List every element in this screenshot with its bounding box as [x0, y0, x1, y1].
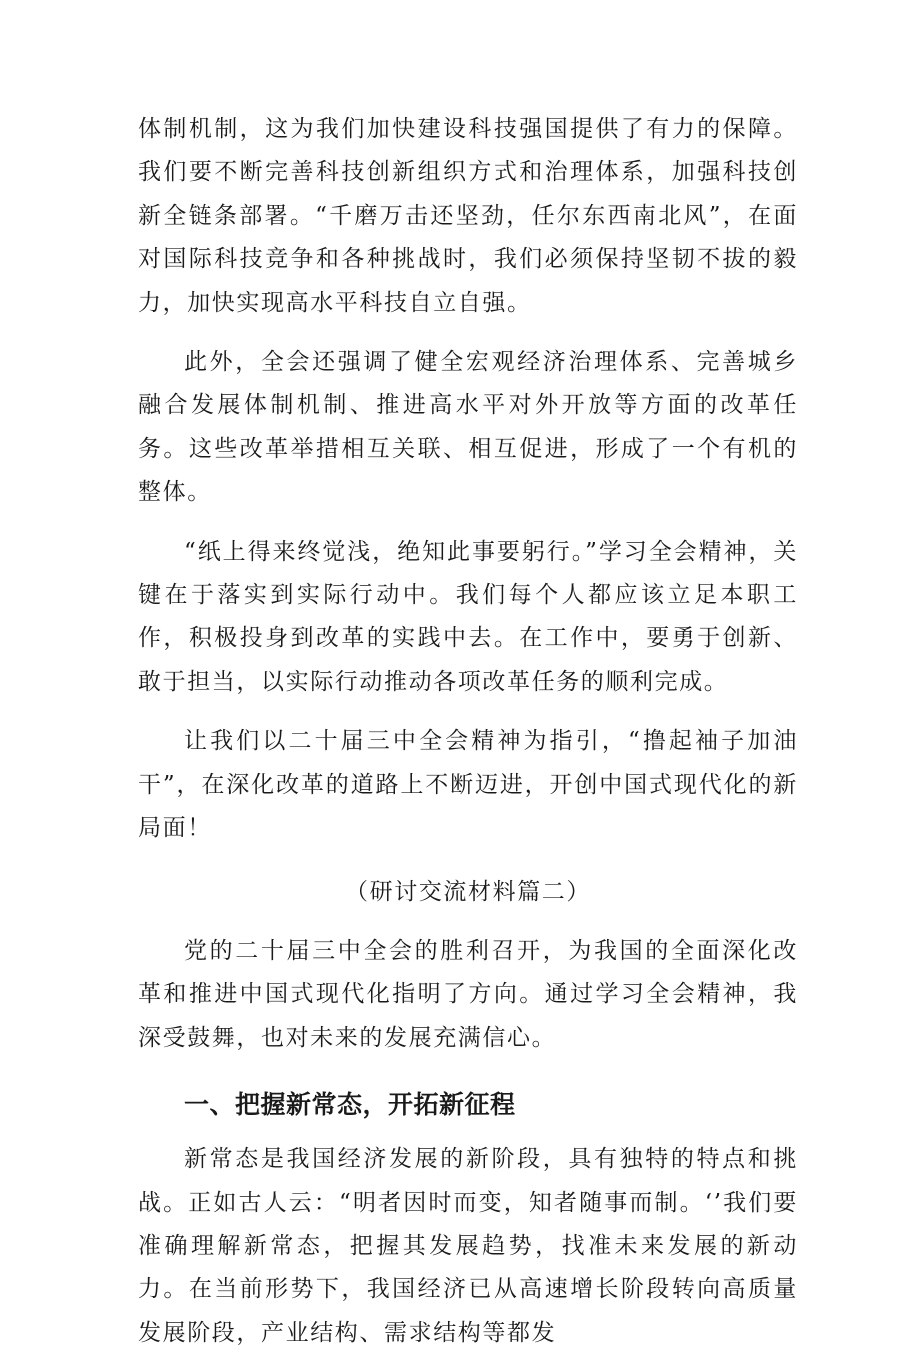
- paragraph-intro: 党的二十届三中全会的胜利召开，为我国的全面深化改革和推进中国式现代化指明了方向。通过学习全会精神，我深受鼓舞，也对未来的发展充满信心。: [138, 937, 798, 1051]
- paragraph-tech-innovation: 体制机制，这为我们加快建设科技强国提供了有力的保障。我们要不断完善科技创新组织方式和治理体系，加强科技创新全链条部署。“千磨万击还坚劲，任尔东西南北风”，在面对国际科技竞争和各种挑战时，我们必须保持坚韧不拔的毅力，加快实现高水平科技自立自强。: [138, 116, 798, 316]
- paragraph-new-normal: 新常态是我国经济发展的新阶段，具有独特的特点和挑战。正如古人云：“明者因时而变，知者随事而制。‘’我们要准确理解新常态，把握其发展趋势，找准未来发展的新动力。在当前形势下，我国经济已从高速增长阶段转向高质量发展阶段，产业结构、需求结构等都发: [138, 1146, 798, 1346]
- document-body: [138, 108, 798, 1355]
- paragraph-practice: “纸上得来终觉浅，绝知此事要躬行。”学习全会精神，关键在于落实到实际行动中。我们每个人都应该立足本职工作，积极投身到改革的实践中去。在工作中，要勇于创新、敢于担当，以实际行动推动各项改革任务的顺利完成。: [138, 538, 798, 695]
- paragraph-reform-tasks: 此外，全会还强调了健全宏观经济治理体系、完善城乡融合发展体制机制、推进高水平对外开放等方面的改革任务。这些改革举措相互关联、相互促进，形成了一个有机的整体。: [138, 349, 798, 506]
- section-subtitle: （研讨交流材料篇二）: [345, 878, 591, 905]
- section-heading: 一、把握新常态，开拓新征程: [184, 1090, 516, 1120]
- paragraph-call-to-action: 让我们以二十届三中全会精神为指引，“撸起袖子加油干”，在深化改革的道路上不断迈进，开创中国式现代化的新局面！: [138, 728, 798, 842]
